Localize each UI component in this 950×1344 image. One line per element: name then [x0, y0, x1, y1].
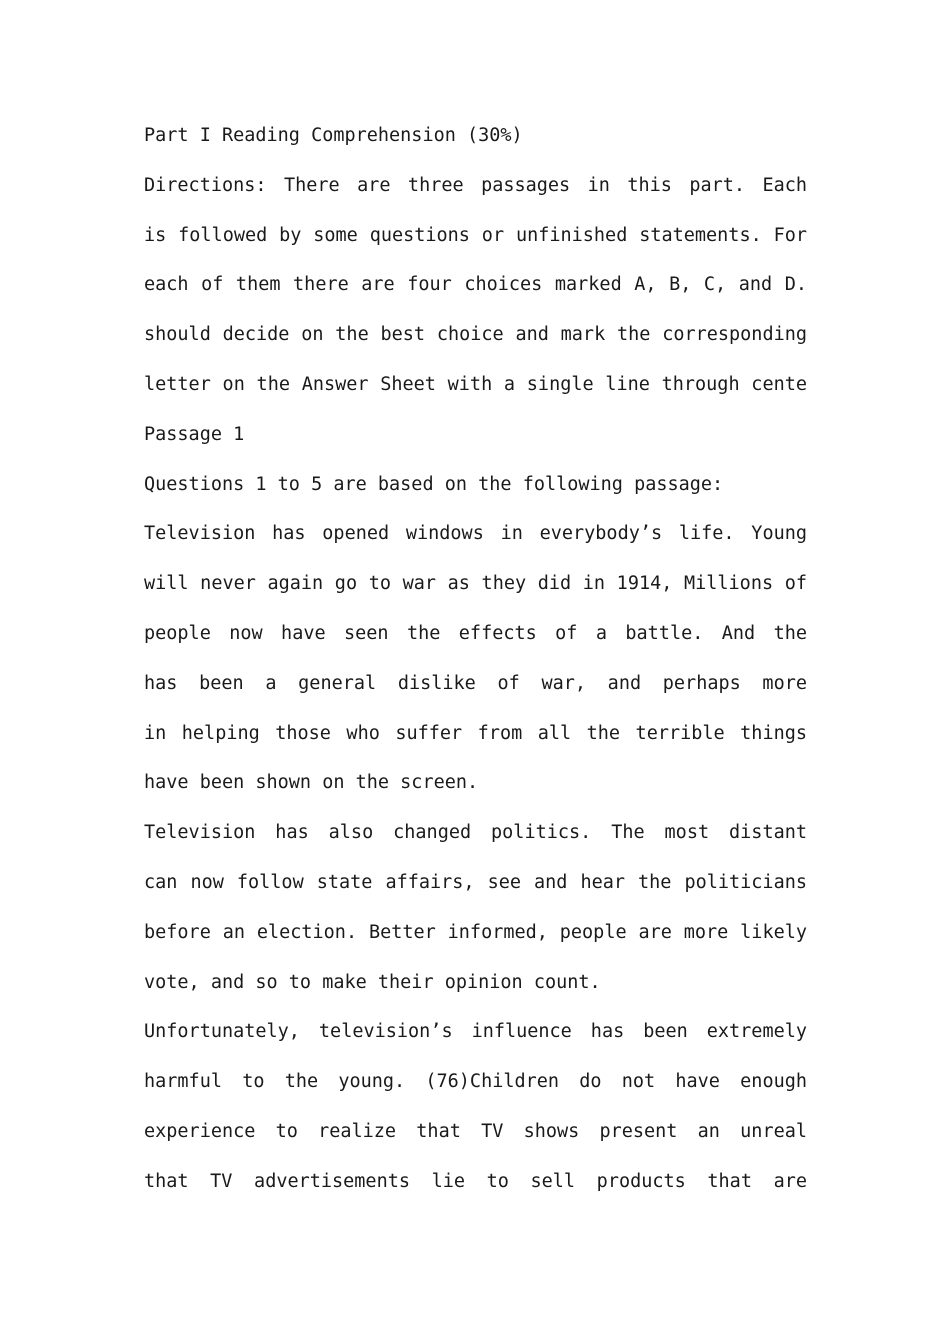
- passage-line: Television has also changed politics. The most distant: [144, 822, 807, 844]
- passage-title: Passage 1: [144, 423, 245, 445]
- passage-line: people now have seen the effects of a battle. And the: [144, 622, 807, 644]
- directions-line: is followed by some questions or unfinished statements. For: [144, 224, 807, 246]
- directions-line: Directions: There are three passages in this part. Each: [144, 174, 807, 196]
- directions-line: each of them there are four choices marked A, B, C, and D.: [144, 274, 807, 296]
- passage-line: before an election. Better informed, people are more likely: [144, 921, 807, 943]
- passage-line: that TV advertisements lie to sell products that are: [144, 1170, 807, 1192]
- passage-line: Unfortunately, television’s influence has been extremely: [144, 1021, 807, 1043]
- section-heading: Part I Reading Comprehension (30%): [144, 125, 523, 146]
- directions-line: should decide on the best choice and mark the corresponding: [144, 324, 807, 346]
- passage-line: has been a general dislike of war, and perhaps more: [144, 672, 807, 694]
- passage-line: can now follow state affairs, see and hear the politicians: [144, 871, 807, 893]
- passage-line: have been shown on the screen.: [144, 772, 479, 794]
- questions-intro: Questions 1 to 5 are based on the following passage:: [144, 473, 724, 495]
- passage-line: in helping those who suffer from all the terrible things: [144, 722, 807, 744]
- passage-line: vote, and so to make their opinion count.: [144, 971, 601, 993]
- document-body: [144, 111, 807, 1207]
- passage-line: experience to realize that TV shows present an unreal: [144, 1120, 807, 1142]
- directions-line: letter on the Answer Sheet with a single line through cente: [144, 373, 807, 395]
- passage-line: harmful to the young. (76)Children do not have enough: [144, 1071, 807, 1093]
- passage-line: Television has opened windows in everybody’s life. Young: [144, 523, 807, 545]
- passage-line: will never again go to war as they did in 1914, Millions of: [144, 573, 807, 595]
